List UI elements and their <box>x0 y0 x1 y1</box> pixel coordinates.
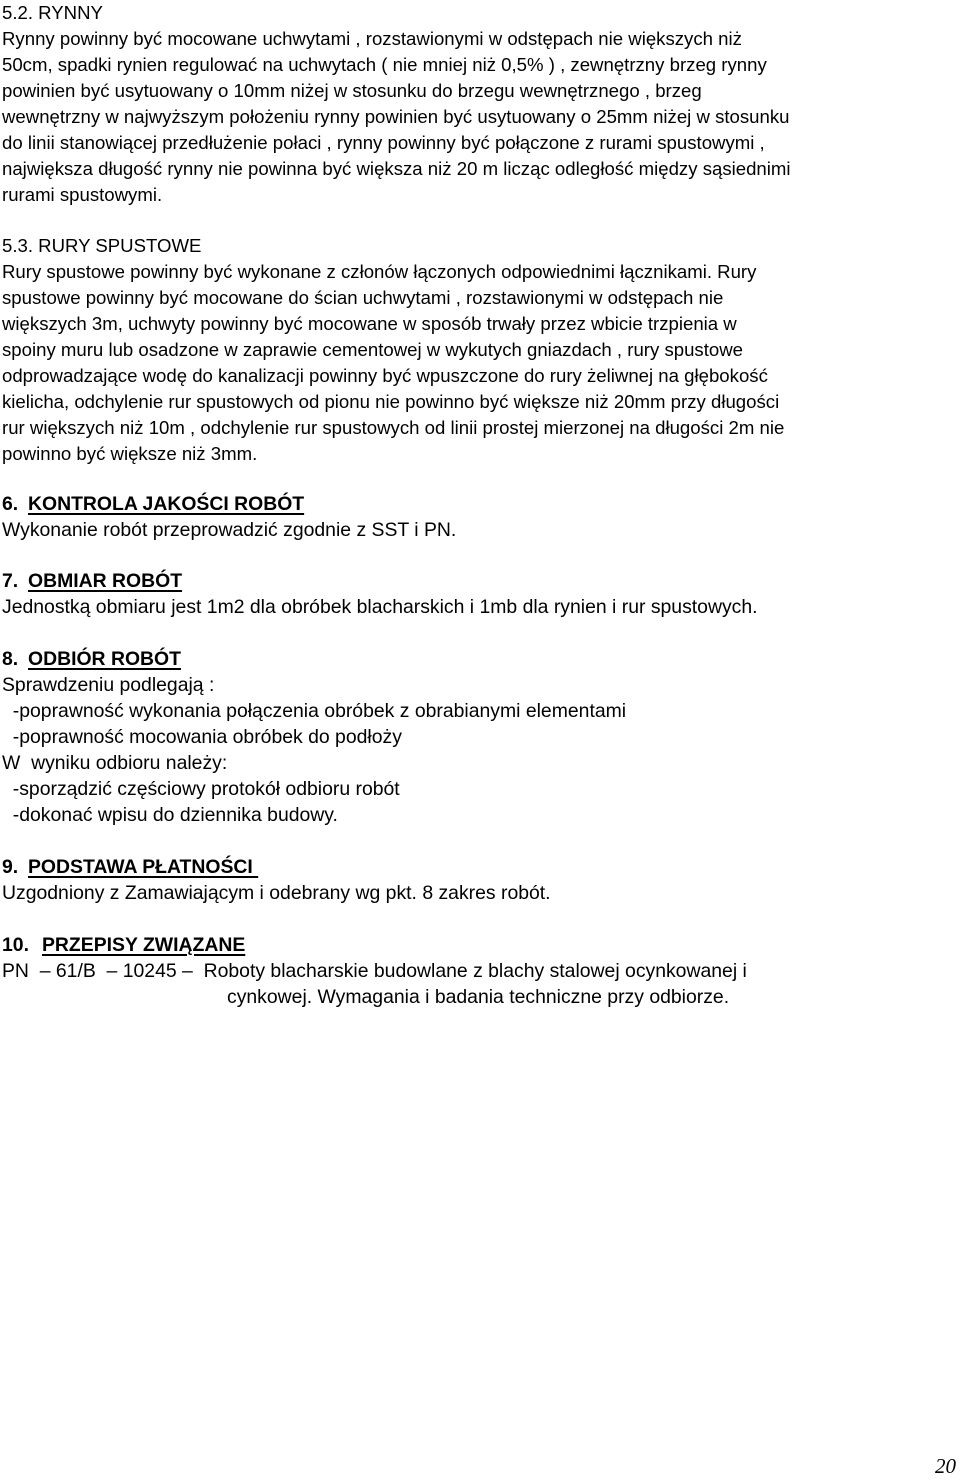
section-number: 9. <box>2 856 19 878</box>
paragraph-line: kielicha, odchylenie rur spustowych od pionu nie powinno być większe niż 20mm przy długości <box>2 391 780 412</box>
section-10-heading <box>2 932 245 958</box>
paragraph-line: rur większych niż 10m , odchylenie rur spustowych od linii prostej mierzonej na długości 2m nie <box>2 417 785 438</box>
paragraph-line: Wykonanie robót przeprowadzić zgodnie z SST i PN. <box>2 519 457 541</box>
paragraph-line: największa długość rynny nie powinna być większa niż 20 m licząc odległość między sąsiednimi <box>2 158 791 179</box>
paragraph-line: do linii stanowiącej przedłużenie połaci , rynny powinny być połączone z rurami spustowymi , <box>2 132 765 153</box>
section-number: 10. <box>2 934 29 956</box>
list-item: -poprawność mocowania obróbek do podłoży <box>2 726 402 748</box>
paragraph-line: Rynny powinny być mocowane uchwytami , rozstawionymi w odstępach nie większych niż <box>2 28 742 49</box>
paragraph-line: Jednostką obmiaru jest 1m2 dla obróbek blacharskich i 1mb dla rynien i rur spustowych. <box>2 596 758 618</box>
paragraph-line: Sprawdzeniu podlegają : <box>2 674 215 696</box>
section-7-heading <box>2 568 182 594</box>
section-title: KONTROLA JAKOŚCI ROBÓT <box>28 493 305 515</box>
section-title: OBMIAR ROBÓT <box>28 570 183 592</box>
section-6-heading <box>2 491 304 517</box>
section-9-heading <box>2 854 258 880</box>
paragraph-line: wewnętrzny w najwyższym położeniu rynny powinien być usytuowany o 25mm niżej w stosunku <box>2 106 790 127</box>
section-number: 6. <box>2 493 19 515</box>
list-item: -sporządzić częściowy protokół odbioru robót <box>2 778 400 800</box>
paragraph-line: spustowe powinny być mocowane do ścian uchwytami , rozstawionymi w odstępach nie <box>2 287 724 308</box>
paragraph-line: rurami spustowymi. <box>2 184 163 205</box>
page-number: 20 <box>935 1454 956 1478</box>
paragraph-line: 50cm, spadki rynien regulować na uchwytach ( nie mniej niż 0,5% ) , zewnętrzny brzeg rynny <box>2 54 767 75</box>
paragraph-line: odprowadzające wodę do kanalizacji powinny być wpuszczone do rury żeliwnej na głębokość <box>2 365 768 386</box>
list-item: -dokonać wpisu do dziennika budowy. <box>2 804 338 826</box>
section-title: ODBIÓR ROBÓT <box>28 648 181 670</box>
section-title: PODSTAWA PŁATNOŚCI <box>28 856 259 878</box>
paragraph-line: W wyniku odbioru należy: <box>2 752 228 774</box>
section-number: 8. <box>2 648 19 670</box>
section-5-3-title: 5.3. RURY SPUSTOWE <box>2 235 202 256</box>
section-8-heading <box>2 646 181 672</box>
paragraph-line: Uzgodniony z Zamawiającym i odebrany wg pkt. 8 zakres robót. <box>2 882 551 904</box>
list-item: -poprawność wykonania połączenia obróbek z obrabianymi elementami <box>2 700 627 722</box>
paragraph-line: spoiny muru lub osadzone w zaprawie cementowej w wykutych gniazdach , rury spustowe <box>2 339 744 360</box>
paragraph-line: większych 3m, uchwyty powinny być mocowane w sposób trwały przez wbicie trzpienia w <box>2 313 737 334</box>
section-5-2-title: 5.2. RYNNY <box>2 2 103 23</box>
section-title: PRZEPISY ZWIĄZANE <box>42 934 246 956</box>
paragraph-line: cynkowej. Wymagania i badania techniczne przy odbiorze. <box>227 986 730 1008</box>
paragraph-line: Rury spustowe powinny być wykonane z członów łączonych odpowiednimi łącznikami. Rury <box>2 261 757 282</box>
paragraph-line: PN – 61/B – 10245 – Roboty blacharskie budowlane z blachy stalowej ocynkowanej i <box>2 960 747 982</box>
paragraph-line: powinien być usytuowany o 10mm niżej w stosunku do brzegu wewnętrznego , brzeg <box>2 80 702 101</box>
section-number: 7. <box>2 570 19 592</box>
paragraph-line: powinno być większe niż 3mm. <box>2 443 258 464</box>
